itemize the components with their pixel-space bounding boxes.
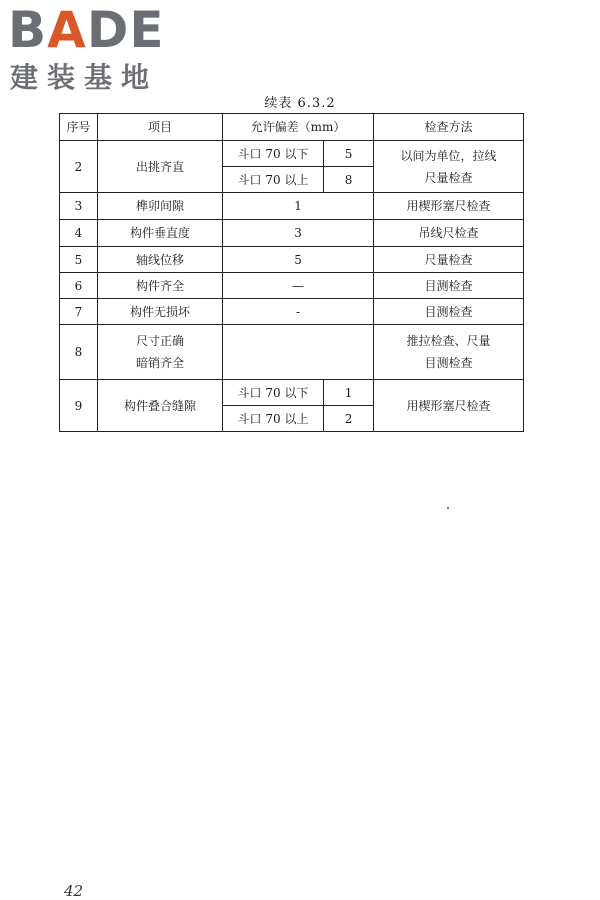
- cell-item: 轴线位移: [98, 247, 223, 273]
- header-method: 检查方法: [374, 114, 524, 141]
- method-line: 目测检查: [424, 356, 473, 370]
- cell-item: 构件叠合缝隙: [98, 380, 223, 432]
- cell-value: 1: [324, 380, 374, 406]
- cell-condition: 斗口 70 以下: [223, 141, 324, 167]
- cell-item: 构件齐全: [98, 273, 223, 299]
- cell-value: —: [223, 273, 374, 299]
- cell-value: 8: [324, 167, 374, 193]
- cell-item: 出挑齐直: [98, 141, 223, 193]
- cell-method: 用楔形塞尺检查: [374, 193, 524, 220]
- cell-item: 构件无损坏: [98, 299, 223, 325]
- cell-method: [374, 141, 524, 193]
- table-row: [60, 247, 524, 273]
- cell-condition: 斗口 70 以上: [223, 406, 324, 432]
- cell-seq: 4: [60, 220, 98, 247]
- method-line: 推拉检查、尺量: [406, 334, 491, 348]
- cell-seq: 5: [60, 247, 98, 273]
- page-number: 42: [64, 882, 84, 900]
- cell-method: 尺量检查: [374, 247, 524, 273]
- cell-item: 构件垂直度: [98, 220, 223, 247]
- cell-item: [98, 325, 223, 380]
- header-seq: 序号: [60, 114, 98, 141]
- cell-value: 5: [324, 141, 374, 167]
- cell-method: 吊线尺检查: [374, 220, 524, 247]
- item-line: 尺寸正确: [135, 334, 184, 348]
- speck-dot: [447, 507, 449, 509]
- cell-method: 目测检查: [374, 273, 524, 299]
- table-row: [60, 220, 524, 247]
- table-caption: 续表 6.3.2: [264, 96, 336, 111]
- method-line: 以间为单位，拉线: [400, 148, 497, 163]
- table-row: [60, 141, 524, 167]
- table-header-row: [60, 114, 524, 141]
- cell-condition: 斗口 70 以下: [223, 380, 324, 406]
- cell-seq: 2: [60, 141, 98, 193]
- header-item: 项目: [98, 114, 223, 141]
- cell-method: [374, 325, 524, 380]
- table-row: [60, 380, 524, 406]
- cell-value: [223, 325, 374, 380]
- cell-value: 1: [223, 193, 374, 220]
- table-row: [60, 325, 524, 380]
- logo-wordmark: BADE: [8, 1, 165, 59]
- cell-value: -: [223, 299, 374, 325]
- cell-seq: 8: [60, 325, 98, 380]
- inspection-table: [59, 113, 524, 432]
- table-row: [60, 273, 524, 299]
- table-row: [60, 193, 524, 220]
- brand-logo: [8, 1, 183, 96]
- table-row: [60, 299, 524, 325]
- cell-seq: 9: [60, 380, 98, 432]
- cell-condition: 斗口 70 以上: [223, 167, 324, 193]
- cell-value: 5: [223, 247, 374, 273]
- cell-seq: 3: [60, 193, 98, 220]
- header-tolerance: 允许偏差（mm）: [223, 114, 374, 141]
- cell-item: 榫卯间隙: [98, 193, 223, 220]
- cell-method: 目测检查: [374, 299, 524, 325]
- method-line: 尺量检查: [424, 170, 473, 185]
- cell-value: 3: [223, 220, 374, 247]
- cell-seq: 6: [60, 273, 98, 299]
- cell-seq: 7: [60, 299, 98, 325]
- logo-subtitle: 建装基地: [10, 61, 159, 94]
- cell-value: 2: [324, 406, 374, 432]
- item-line: 暗销齐全: [135, 356, 184, 370]
- cell-method: 用楔形塞尺检查: [374, 380, 524, 432]
